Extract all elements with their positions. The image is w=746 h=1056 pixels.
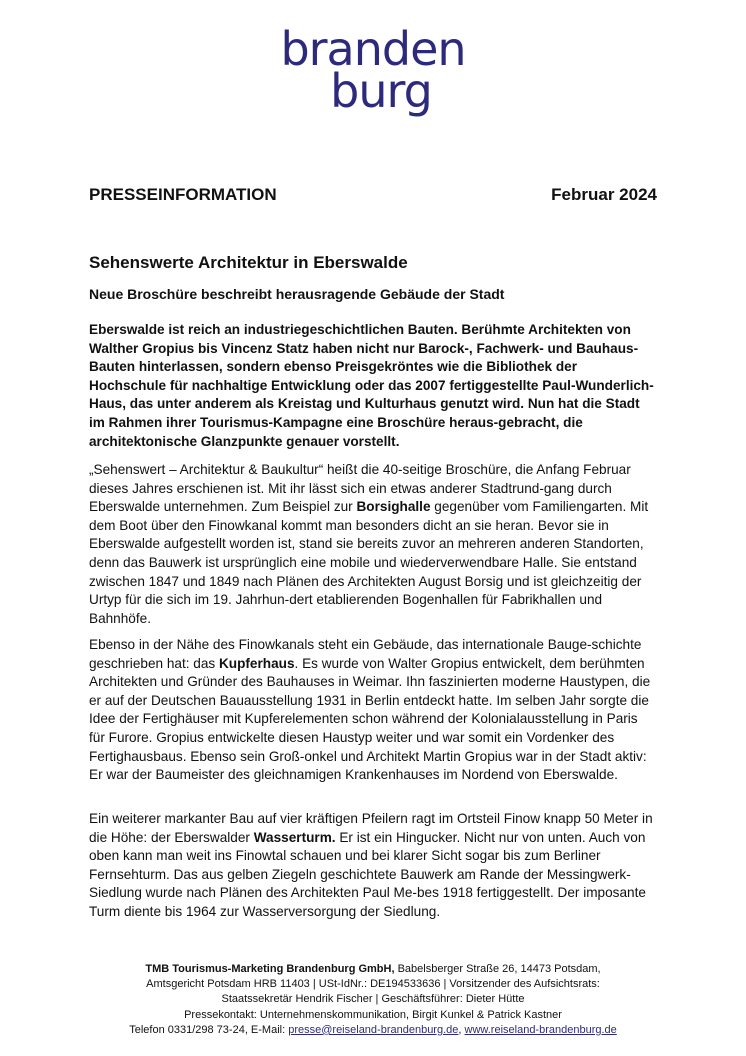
footer-line-4: Pressekontakt: Unternehmenskommunikation, Birgit Kunkel & Patrick Kastner bbox=[184, 1008, 562, 1021]
logo-line-2: burg bbox=[330, 64, 432, 118]
document-date: Februar 2024 bbox=[551, 185, 657, 204]
footer-line-3: Staatssekretär Hendrik Fischer | Geschäftsführer: Dieter Hütte bbox=[221, 993, 525, 1006]
footer-line-5 bbox=[40, 1023, 706, 1038]
paragraph-text: . Es wurde von Walter Gropius entwickelt, dem berühmten Architekten und Gründer des Bauhauses in Weimar. Ihn faszinierten moderne Haustypen, die er auf der Deutschen Bauausstellung 1931 in Berlin entdeckt hatte. Im selben Jahr sorgte die Idee der Fertighäuser mit Kupferelementen schon während der Kolonialausstellung in Paris für Furore. Gropius entwickelte diesen Haustyp weiter und war somit ein Vordenker des Fertighausbaus. Ebenso sein Groß-onkel und Architekt Martin Gropius war in der Stadt aktiv: Er war der Baumeister des gleichnamigen Krankenhauses im Nordend von Eberswalde. bbox=[89, 655, 651, 783]
footer-company: TMB Tourismus-Marketing Brandenburg GmbH, bbox=[145, 963, 395, 975]
footer-address: Babelsberger Straße 26, 14473 Potsdam, bbox=[394, 963, 601, 975]
footer-separator: , bbox=[458, 1023, 465, 1036]
footer-line-2: Amtsgericht Potsdam HRB 11403 | USt-IdNr.: DE194533636 | Vorsitzender des Aufsichtsrats: bbox=[146, 978, 600, 991]
footer-line-1 bbox=[40, 962, 706, 977]
lead-paragraph: Eberswalde ist reich an industriegeschichtlichen Bauten. Berühmte Architekten von Walther Gropius bis Vincenz Statz haben nicht nur Barock-, Fachwerk- und Bauhaus-Bauten hinterlassen, sondern ebenso Preisgekröntes wie die Bibliothek der Hochschule für nachhaltige Entwicklung oder das 2007 fertiggestellte Paul-Wunderlich-Haus, das unter anderem als Kreistag und Kulturhaus genutzt wird. Nun hat die Stadt im Rahmen ihrer Tourismus-Kampagne eine Broschüre heraus-gebracht, die architektonische Glanzpunkte genauer vorstellt. bbox=[89, 322, 654, 449]
brandenburg-logo bbox=[0, 22, 746, 118]
logo-line-1: branden bbox=[280, 22, 466, 76]
paragraph-text: Ein weiterer markanter Bau auf vier kräftigen Pfeilern ragt im Ortsteil Finow knapp 50 Meter in die Höhe: der Eberswalder bbox=[89, 811, 653, 845]
footer-phone: Telefon 0331/298 73-24, E-Mail: bbox=[129, 1023, 289, 1036]
paragraph-text: gegenüber vom Familiengarten. Mit dem Boot über den Finowkanal kommt man besonders dicht an sie heran. Bevor sie in Eberswalde aufgestellt worden ist, stand sie bereits zuvor an mehreren anderen Standorten, denn das Bauwerk ist ursprünglich eine mobile und wiederverwendbare Halle. Sie entstand zwischen 1847 und 1849 nach Plänen des Architekten August Borsig und ist gleichzeitig der Urtyp für die sich im 19. Jahrhun-dert etablierenden Bogenhallen für Fabrikhallen und Bahnhöfe. bbox=[89, 499, 649, 626]
paragraph-wasserturm bbox=[89, 810, 657, 922]
footer-email-link[interactable]: presse@reiseland-brandenburg.de bbox=[288, 1023, 459, 1036]
document-type: PRESSEINFORMATION bbox=[89, 185, 277, 204]
document-header bbox=[89, 185, 657, 205]
paragraph-kupferhaus bbox=[89, 636, 657, 785]
paragraph-text: Ebenso in der Nähe des Finowkanals steht ein Gebäude, das internationale Bauge-schichte geschrieben hat: das bbox=[89, 637, 642, 671]
highlight-kupferhaus: Kupferhaus bbox=[218, 655, 295, 671]
headline: Sehenswerte Architektur in Eberswalde bbox=[89, 253, 408, 272]
paragraph-text: Er ist ein Hingucker. Nicht nur von unten. Auch von oben kann man weit ins Finowtal schauen und bei klarer Sicht sogar bis zum Berliner Fernsehturm. Das aus gelben Ziegeln geschichtete Bauwerk am Rande der Messingwerk-Siedlung wurde nach Plänen des Architekten Paul Me-bes 1918 fertiggestellt. Der imposante Turm diente bis 1964 zur Wasserversorgung der Siedlung. bbox=[89, 829, 646, 919]
highlight-wasserturm: Wasserturm. bbox=[253, 829, 336, 845]
highlight-borsighalle: Borsighalle bbox=[356, 499, 431, 515]
footer bbox=[40, 962, 706, 1038]
paragraph-borsighalle bbox=[89, 461, 657, 628]
subheadline: Neue Broschüre beschreibt herausragende Gebäude der Stadt bbox=[89, 286, 505, 302]
paragraph-text: „Sehenswert – Architektur & Baukultur“ heißt die 40-seitige Broschüre, die Anfang Februar dieses Jahres erschienen ist. Mit ihr lässt sich ein etwas anderer Stadtrund-gang durch Eberswalde unternehmen. Zum Beispiel zur bbox=[89, 462, 631, 515]
footer-web-link[interactable]: www.reiseland-brandenburg.de bbox=[464, 1023, 617, 1036]
